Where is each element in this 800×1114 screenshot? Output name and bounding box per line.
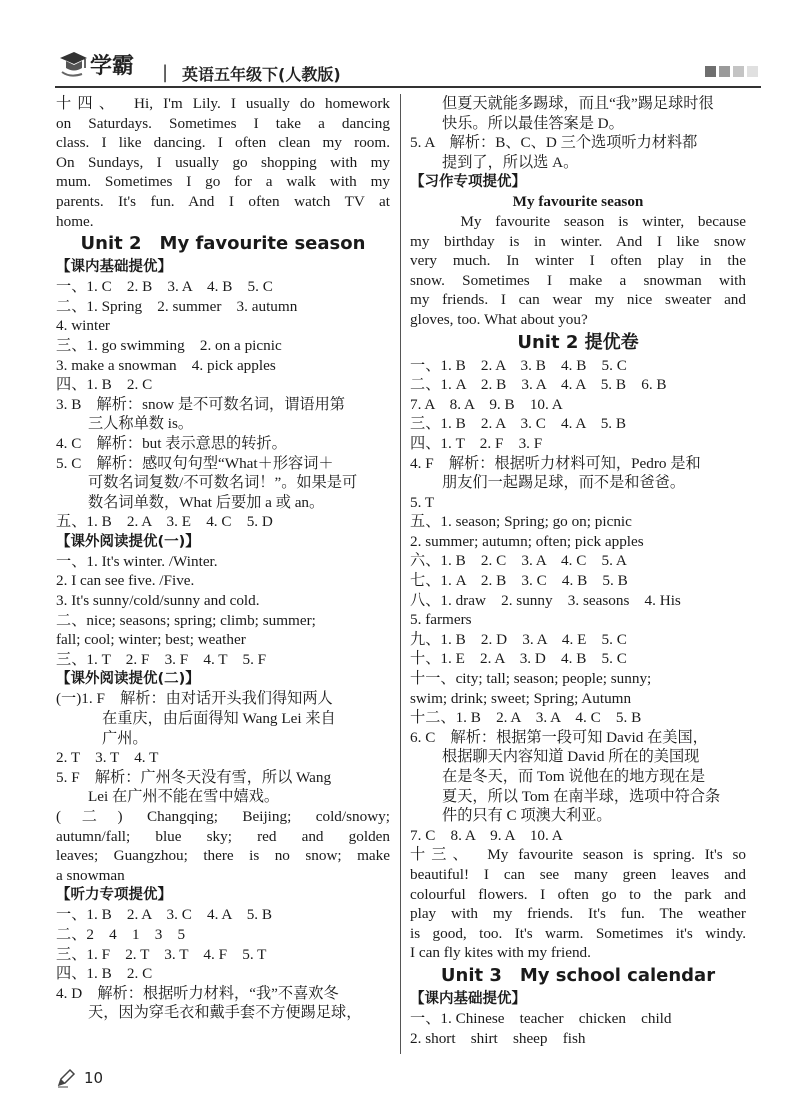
unit-heading: Unit 2 My favourite season [80, 233, 366, 255]
text-line: beautiful! I can see many green leaves and [410, 865, 746, 883]
answer-line: 一、1. Chinese teacher chicken child [410, 1009, 672, 1027]
answer-line: 五、1. B 2. A 3. E 4. C 5. D [56, 513, 273, 531]
answer-line: 三、1. B 2. A 3. C 4. A 5. B [410, 415, 627, 433]
section-heading: 【课内基础提优】 [410, 990, 526, 1007]
answer-line: 九、1. B 2. D 3. A 4. E 5. C [410, 630, 627, 648]
explanation-line: 但夏天就能多踢球，而且“我”踢足球时很 [442, 95, 714, 112]
text-line: very much. In winter I often play in the [410, 252, 746, 270]
answer-line: 五、1. season; Spring; go on; picnic [410, 513, 632, 531]
explanation-line: 件的只有 C 项澳大利亚。 [442, 807, 612, 825]
decor-square [747, 66, 758, 77]
answer-line: 5. C 解析：感叹句句型“What＋形容词＋ [56, 454, 334, 472]
text-line: colourful flowers. I often go to the park and [410, 885, 746, 903]
decor-square [705, 66, 716, 77]
answer-line: 4. F 解析：根据听力材料可知，Pedro 是和 [410, 454, 701, 472]
explanation-line: 可数名词复数/不可数名词！”。如果是可 [88, 474, 358, 492]
text-line: is good, too. It's warm. Sometimes it's windy. [410, 924, 746, 942]
section-heading: 【课内基础提优】 [56, 259, 172, 276]
brand-logo [58, 48, 134, 80]
answer-line: 4. winter [56, 317, 110, 335]
answer-line: 一、1. C 2. B 3. A 4. B 5. C [56, 278, 273, 296]
text-line: (二) Changqing; Beijing; cold/snowy; [56, 808, 390, 825]
text-line: On Sundays, I usually go shopping with my [56, 153, 390, 171]
answer-line: home. [56, 212, 94, 230]
explanation-line: 在是冬天，而 Tom 说他在的地方现在是 [442, 768, 706, 785]
answer-line: 一、1. B 2. A 3. B 4. B 5. C [410, 356, 627, 374]
answer-line: 二、1. Spring 2. summer 3. autumn [56, 297, 298, 315]
text-line: play with my friends. It's fun. The weather [410, 905, 746, 923]
explanation-line: Lei 在广州不能在雪中嬉戏。 [88, 788, 280, 806]
text-line: class. I like dancing. I often clean my room. [56, 134, 390, 152]
section-heading: 【课外阅读提优(一)】 [56, 533, 200, 550]
book-title: 英语五年级下(人教版) [182, 65, 341, 84]
answer-line: 三、1. T 2. F 3. F 4. T 5. F [56, 650, 267, 668]
text-line: My favourite season is winter, because [410, 212, 746, 230]
explanation-line: 提到了，所以选 A。 [442, 153, 579, 171]
answer-line: a snowman [56, 866, 125, 884]
answer-line: 十、1. E 2. A 3. D 4. B 5. C [410, 650, 627, 668]
answer-line: 二、2 4 1 3 5 [56, 925, 186, 943]
answer-line: 2. I can see five. /Five. [56, 572, 195, 590]
unit-heading: Unit 2 提优卷 [517, 331, 639, 353]
header-decor-squares [705, 66, 758, 77]
answer-line: 5. F 解析：广州冬天没有雪，所以 Wang [56, 768, 332, 786]
column-divider [400, 94, 401, 1054]
unit-heading: Unit 3 My school calendar [440, 964, 716, 986]
decor-square [733, 66, 744, 77]
graduation-cap-icon [58, 48, 88, 80]
answer-line: 二、nice; seasons; spring; climb; summer; [56, 611, 316, 629]
text-line: parents. It's fun. And I often watch TV at [56, 192, 390, 210]
essay-title: My favourite season [512, 193, 644, 211]
text-line: 十四、 Hi, I'm Lily. I usually do homework [56, 95, 390, 112]
right-column [410, 94, 746, 1048]
answer-line: 三、1. F 2. T 3. T 4. F 5. T [56, 945, 267, 963]
answer-line: 一、1. B 2. A 3. C 4. A 5. B [56, 906, 273, 924]
answer-line: fall; cool; winter; best; weather [56, 631, 246, 649]
answer-line: 3. It's sunny/cold/sunny and cold. [56, 592, 260, 610]
explanation-line: 数名词单数，What 后要加 a 或 an。 [88, 493, 325, 511]
answer-line: 5. farmers [410, 611, 472, 629]
text-line: on Saturdays. Sometimes I take a dancing [56, 114, 390, 132]
answer-line: 2. short shirt sheep fish [410, 1029, 586, 1047]
answer-line: 7. C 8. A 9. A 10. A [410, 826, 563, 844]
answer-line: 2. T 3. T 4. T [56, 749, 159, 767]
answer-line: 十二、1. B 2. A 3. A 4. C 5. B [410, 709, 642, 727]
explanation-line: 快乐。所以最佳答案是 D。 [442, 114, 624, 132]
page-footer [56, 1068, 103, 1088]
answer-line: 3. B 解析：snow 是不可数名词，谓语用第 [56, 395, 345, 413]
explanation-line: 在重庆，由后面得知 Wang Lei 来自 [102, 710, 336, 728]
answer-line: 四、1. B 2. C [56, 965, 153, 983]
text-line: leaves; Guangzhou; there is no snow; make [56, 847, 390, 865]
text-line: autumn/fall; blue sky; red and golden [56, 827, 390, 845]
answer-line: 一、1. It's winter. /Winter. [56, 552, 218, 570]
header-separator: | [162, 62, 169, 83]
answer-line: 4. C 解析：but 表示意思的转折。 [56, 434, 287, 452]
answer-line: 5. A 解析：B、C、D 三个选项听力材料都 [410, 134, 698, 152]
page-header [58, 48, 758, 88]
text-line: mum. Sometimes I go for a walk with my [56, 173, 390, 191]
explanation-line: 三人称单数 is。 [88, 415, 194, 433]
answer-line: swim; drink; sweet; Spring; Autumn [410, 689, 632, 707]
left-column [56, 94, 390, 1023]
text-line: snow. Sometimes I make a snowman with [410, 271, 746, 289]
explanation-line: 朋友们一起踢足球，而不是和爸爸。 [442, 474, 685, 492]
explanation-line: 根据聊天内容知道 David 所在的美国现 [442, 748, 700, 766]
explanation-line: 广州。 [102, 729, 148, 747]
section-heading: 【课外阅读提优(二)】 [56, 671, 200, 688]
answer-line: 四、1. T 2. F 3. F [410, 434, 543, 452]
answer-line: 七、1. A 2. B 3. C 4. B 5. B [410, 572, 628, 590]
text-line: 十三、 My favourite season is spring. It's so [410, 846, 746, 864]
answer-line: 2. summer; autumn; often; pick apples [410, 532, 644, 550]
answer-line: 6. C 解析：根据第一段可知 David 在美国， [410, 728, 708, 746]
explanation-line: 夏天，所以 Tom 在南半球，选项中符合条 [442, 787, 721, 805]
answer-line: (一)1. F 解析：由对话开头我们得知两人 [56, 690, 333, 708]
answer-line: 5. T [410, 493, 435, 511]
pencil-icon [56, 1068, 76, 1088]
answer-line: 八、1. draw 2. sunny 3. seasons 4. His [410, 591, 681, 609]
decor-square [719, 66, 730, 77]
logo-text: 学霸 [90, 54, 135, 79]
header-rule [55, 86, 761, 88]
answer-line: gloves, too. What about you? [410, 310, 588, 328]
answer-line: 三、1. go swimming 2. on a picnic [56, 336, 282, 354]
answer-line: 六、1. B 2. C 3. A 4. C 5. A [410, 552, 627, 570]
text-line: my birthday is in winter. And I like snow [410, 232, 746, 250]
answer-line: 7. A 8. A 9. B 10. A [410, 395, 563, 413]
page-number: 10 [84, 1069, 104, 1087]
answer-line: I can fly kites with my friend. [410, 944, 591, 962]
answer-line: 4. D 解析：根据听力材料，“我”不喜欢冬 [56, 984, 339, 1002]
answer-line: 十一、city; tall; season; people; sunny; [410, 670, 652, 688]
answer-line: 四、1. B 2. C [56, 376, 153, 394]
answer-line: 3. make a snowman 4. pick apples [56, 356, 276, 374]
explanation-line: 天，因为穿毛衣和戴手套不方便踢足球， [88, 1004, 362, 1022]
answer-line: 二、1. A 2. B 3. A 4. A 5. B 6. B [410, 376, 667, 394]
section-heading: 【习作专项提优】 [410, 174, 526, 191]
section-heading: 【听力专项提优】 [56, 887, 172, 904]
text-line: my friends. I can wear my nice sweater and [410, 291, 746, 309]
